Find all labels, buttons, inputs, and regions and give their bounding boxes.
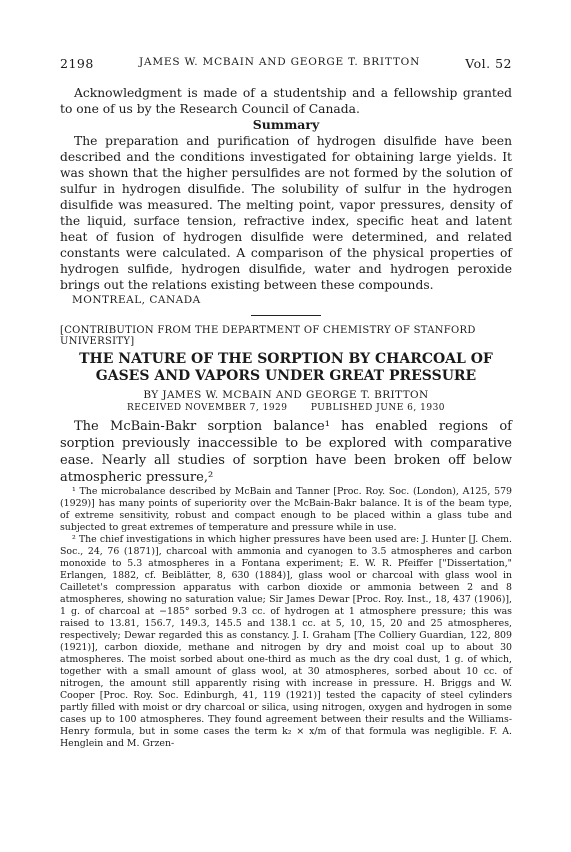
running-header [60, 56, 512, 71]
summary-paragraph: The preparation and purification of hydrogen disulfide have been described and the conditions investigated for obtaining large yields. It was shown that the higher persulfides are not formed by the solution of sulfur in hydrogen disulfide. The solubility of sulfur in the hydrogen disulfide was measured. The melting point, vapor pressures, density of the liquid, surface tension, refractive index, specific heat and latent heat of fusion of hydrogen disulfide were determined, and related constants were calculated. A comparison of the physical properties of hydrogen sulfide, hydrogen disulfide, water and hydrogen peroxide brings out the relations existing between these compounds. [60, 134, 512, 292]
running-authors: JAMES W. MCBAIN AND GEORGE T. BRITTON [138, 56, 421, 68]
published-date: PUBLISHED JUNE 6, 1930 [310, 403, 446, 413]
footnote-1: ¹ The microbalance described by McBain and Tanner [Proc. Roy. Soc. (London), A125, 579 (1929)] has many points of superiority over the McBain-Bakr balance. It is of the beam type, of extreme sensitivity, robust and compact enough to be placed within a glass tube and subjected to great extremes of temperature and pressure while in use. [60, 486, 512, 533]
article-title: THE NATURE OF THE SORPTION BY CHARCOAL OF GASES AND VAPORS UNDER GREAT PRESSURE [79, 351, 493, 384]
page-number: 2198 [60, 56, 94, 71]
volume-number: Vol. 52 [465, 56, 512, 71]
section-divider [251, 315, 321, 316]
footnote-2: ² The chief investigations in which higher pressures have been used are: J. Hunter [J. Chem. Soc., 24, 76 (1871)], charcoal with ammonia and cyanogen to 3.5 atmospheres and carbon monoxide to 5.3 atmospheres in a Fontana experiment; E. W. R. Pfeiffer ["Dissertation," Erlangen, 1882, cf. Beiblätter, 8, 630 (1884)], glass wool or charcoal with glass wool in Cailletet's compression apparatus with carbon dioxide or ammonia between 2 and 8 atmospheres, showing no saturation value; Sir James Dewar [Proc. Roy. Inst., 18, 437 (1906)], 1 g. of charcoal at −185° sorbed 9.3 cc. of hydrogen at 1 atmosphere pressure; this was raised to 13.81, 156.7, 149.3, 145.5 and 138.1 cc. at 5, 10, 15, 20 and 25 atmospheres, respectively; Dewar regarded this as constancy. J. I. Graham [The Colliery Guardian, 122, 809 (1921)], carbon dioxide, methane and nitrogen by dry and moist coal up to about 30 atmospheres. The moist sorbed about one-third as much as the dry coal dust, 1 g. of which, together with a small amount of glass wool, at 30 atmospheres, sorbed about 10 cc. of nitrogen, the amount still apparently rising with increase in pressure. H. Briggs and W. Cooper [Proc. Roy. Soc. Edinburgh, 41, 119 (1921)] tested the capacity of steel cylinders partly filled with moist or dry charcoal or silica, using nitrogen, oxygen and hydrogen in some cases up to 100 atmospheres. They found agreement between their results and the Williams-Henry formula, but in some cases the term k₂ × x/m of that formula was negligible. F. A. Henglein and M. Grzen- [60, 534, 512, 749]
byline: BY JAMES W. MCBAIN AND GEORGE T. BRITTON [143, 389, 429, 401]
dates-line [60, 403, 512, 413]
summary-heading: Summary [252, 117, 320, 132]
received-date: RECEIVED NOVEMBER 7, 1929 [126, 403, 288, 413]
intro-paragraph: The McBain-Bakr sorption balance¹ has enabled regions of sorption previously inaccessible to be explored with comparative ease. Nearly all studies of sorption have been broken off below atmospheric pressure,² [60, 419, 512, 485]
place-line: MONTREAL, CANADA [72, 294, 201, 306]
journal-page [60, 56, 512, 750]
contribution-line: [CONTRIBUTION FROM THE DEPARTMENT OF CHEMISTRY OF STANFORD UNIVERSITY] [60, 325, 476, 347]
acknowledgment-paragraph: Acknowledgment is made of a studentship and a fellowship granted to one of us by the Research Council of Canada. [60, 86, 512, 116]
